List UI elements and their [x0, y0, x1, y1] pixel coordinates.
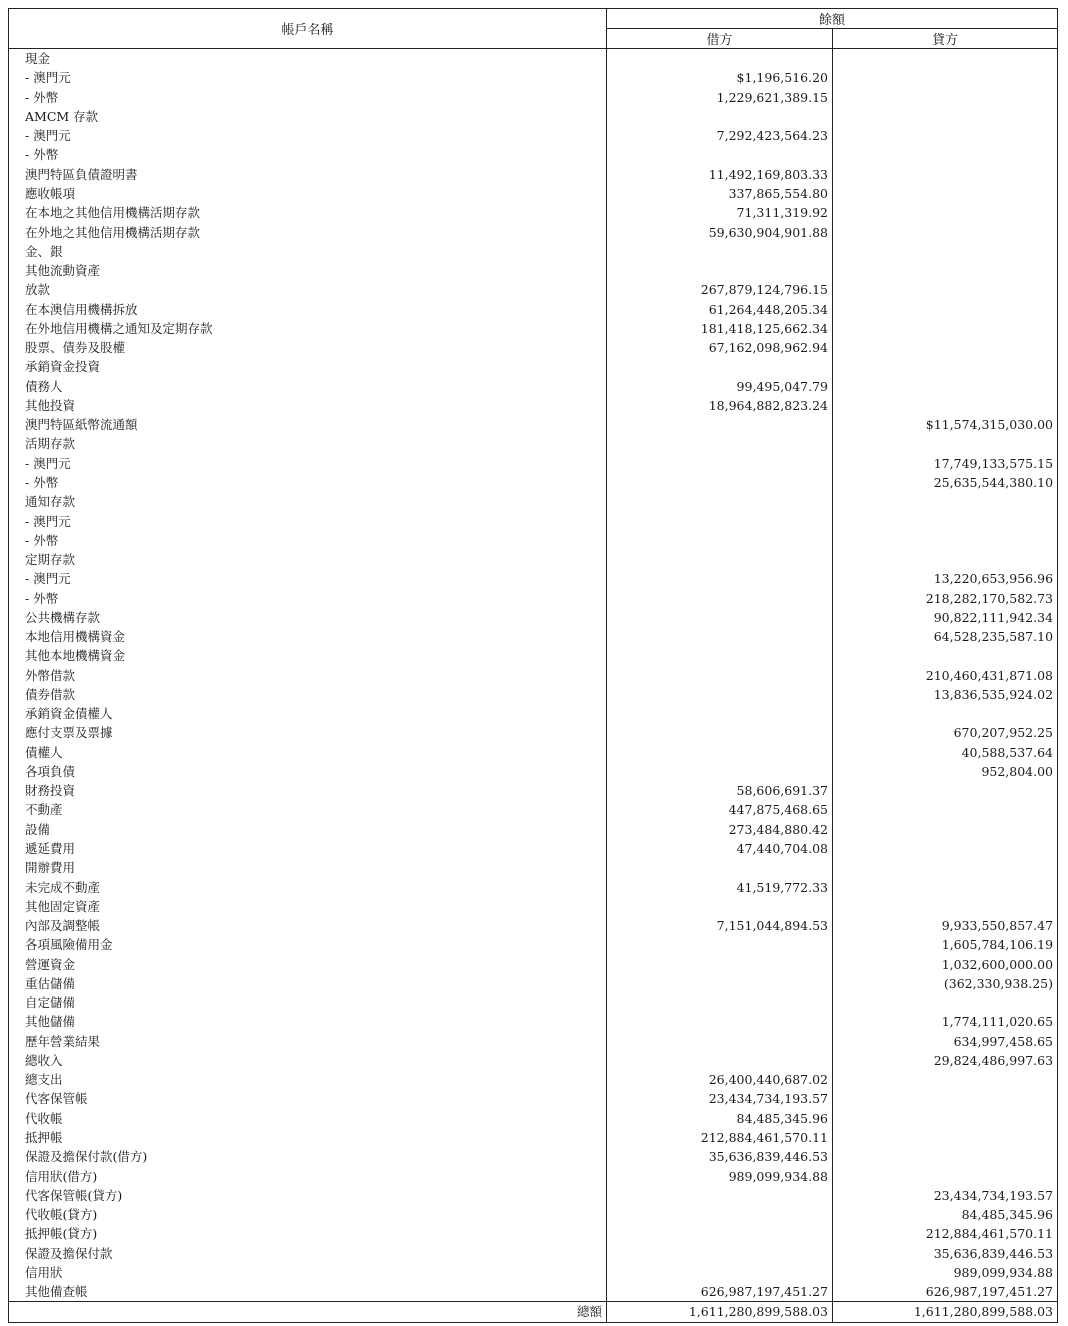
credit-cell	[833, 377, 1058, 396]
credit-cell	[833, 319, 1058, 338]
total-row	[9, 1302, 1058, 1323]
debit-cell	[607, 1205, 833, 1224]
credit-cell: 29,824,486,997.63	[833, 1051, 1058, 1070]
debit-cell	[607, 858, 833, 877]
debit-cell	[607, 954, 833, 973]
table-row	[9, 800, 1058, 819]
table-row	[9, 319, 1058, 338]
table-row	[9, 1263, 1058, 1282]
table-row	[9, 1224, 1058, 1243]
table-row	[9, 723, 1058, 742]
credit-cell: 23,434,734,193.57	[833, 1186, 1058, 1205]
account-name-cell: 財務投資	[9, 781, 607, 800]
table-row	[9, 954, 1058, 973]
account-name-cell: 應付支票及票據	[9, 723, 607, 742]
credit-cell: 90,822,111,942.34	[833, 608, 1058, 627]
table-row	[9, 1051, 1058, 1070]
credit-cell	[833, 1070, 1058, 1089]
table-row	[9, 1089, 1058, 1108]
table-row	[9, 608, 1058, 627]
account-name-cell: 歷年營業結果	[9, 1032, 607, 1051]
credit-cell: 13,220,653,956.96	[833, 569, 1058, 588]
table-row	[9, 1032, 1058, 1051]
credit-cell: 84,485,345.96	[833, 1205, 1058, 1224]
credit-header: 貸方	[833, 29, 1058, 49]
table-row	[9, 666, 1058, 685]
debit-cell: 273,484,880.42	[607, 820, 833, 839]
debit-cell	[607, 550, 833, 569]
debit-cell: 26,400,440,687.02	[607, 1070, 833, 1089]
credit-cell	[833, 242, 1058, 261]
credit-cell	[833, 704, 1058, 723]
credit-cell: 64,528,235,587.10	[833, 627, 1058, 646]
account-name-cell: - 澳門元	[9, 454, 607, 473]
table-row	[9, 299, 1058, 318]
account-name-cell: 自定儲備	[9, 993, 607, 1012]
table-row	[9, 145, 1058, 164]
debit-cell: 41,519,772.33	[607, 877, 833, 896]
debit-cell: 267,879,124,796.15	[607, 280, 833, 299]
table-row	[9, 1128, 1058, 1147]
total-credit: 1,611,280,899,588.03	[833, 1302, 1058, 1323]
credit-cell	[833, 280, 1058, 299]
debit-cell	[607, 588, 833, 607]
account-name-cell: - 外幣	[9, 473, 607, 492]
table-row	[9, 511, 1058, 530]
table-row	[9, 1012, 1058, 1031]
debit-cell: 47,440,704.08	[607, 839, 833, 858]
account-name-cell: 總收入	[9, 1051, 607, 1070]
credit-cell	[833, 897, 1058, 916]
debit-cell	[607, 511, 833, 530]
table-row	[9, 49, 1058, 69]
credit-cell	[833, 68, 1058, 87]
account-name-cell: - 澳門元	[9, 569, 607, 588]
account-name-cell: 代客保管帳	[9, 1089, 607, 1108]
account-name-cell: 總支出	[9, 1070, 607, 1089]
credit-cell	[833, 357, 1058, 376]
table-row	[9, 357, 1058, 376]
debit-cell	[607, 1263, 833, 1282]
account-name-cell: 在本地之其他信用機構活期存款	[9, 203, 607, 222]
account-name-cell: 抵押帳	[9, 1128, 607, 1147]
account-name-cell: 不動產	[9, 800, 607, 819]
debit-cell	[607, 1243, 833, 1262]
account-name-cell: 代收帳(貸方)	[9, 1205, 607, 1224]
credit-cell	[833, 511, 1058, 530]
account-name-cell: 通知存款	[9, 492, 607, 511]
account-name-cell: 承銷資金債權人	[9, 704, 607, 723]
account-name-cell: 信用狀	[9, 1263, 607, 1282]
table-row	[9, 531, 1058, 550]
account-name-cell: 未完成不動產	[9, 877, 607, 896]
credit-cell	[833, 434, 1058, 453]
debit-cell	[607, 762, 833, 781]
account-name-cell: 金、銀	[9, 242, 607, 261]
table-row	[9, 1070, 1058, 1089]
debit-cell	[607, 434, 833, 453]
credit-cell	[833, 203, 1058, 222]
table-row	[9, 473, 1058, 492]
account-name-cell: 內部及調整帳	[9, 916, 607, 935]
table-row	[9, 68, 1058, 87]
credit-cell	[833, 492, 1058, 511]
debit-cell: 99,495,047.79	[607, 377, 833, 396]
account-name-cell: 本地信用機構資金	[9, 627, 607, 646]
table-row	[9, 974, 1058, 993]
table-row	[9, 685, 1058, 704]
table-row	[9, 492, 1058, 511]
account-name-cell: 外幣借款	[9, 666, 607, 685]
credit-cell	[833, 550, 1058, 569]
table-row	[9, 839, 1058, 858]
table-row	[9, 107, 1058, 126]
account-name-cell: 承銷資金投資	[9, 357, 607, 376]
account-name-cell: 各項負債	[9, 762, 607, 781]
debit-cell	[607, 1032, 833, 1051]
account-name-cell: 遞延費用	[9, 839, 607, 858]
table-row	[9, 569, 1058, 588]
debit-cell: 626,987,197,451.27	[607, 1282, 833, 1302]
debit-cell: 71,311,319.92	[607, 203, 833, 222]
debit-cell	[607, 1012, 833, 1031]
credit-cell: 212,884,461,570.11	[833, 1224, 1058, 1243]
credit-cell	[833, 184, 1058, 203]
debit-cell	[607, 569, 833, 588]
account-name-cell: 其他固定資產	[9, 897, 607, 916]
debit-cell	[607, 935, 833, 954]
debit-cell	[607, 357, 833, 376]
debit-cell	[607, 685, 833, 704]
account-name-cell: 債券借款	[9, 685, 607, 704]
account-name-cell: 債權人	[9, 743, 607, 762]
debit-cell: 181,418,125,662.34	[607, 319, 833, 338]
table-row	[9, 203, 1058, 222]
debit-cell	[607, 1051, 833, 1070]
credit-cell: 35,636,839,446.53	[833, 1243, 1058, 1262]
account-name-header: 帳戶名稱	[9, 9, 607, 49]
credit-cell: 1,605,784,106.19	[833, 935, 1058, 954]
debit-cell	[607, 261, 833, 280]
credit-cell: 25,635,544,380.10	[833, 473, 1058, 492]
balance-header: 餘額	[607, 9, 1058, 29]
table-footer	[9, 1302, 1058, 1323]
account-name-cell: 代客保管帳(貸方)	[9, 1186, 607, 1205]
credit-cell	[833, 858, 1058, 877]
account-name-cell: 代收帳	[9, 1109, 607, 1128]
account-name-cell: 在本澳信用機構拆放	[9, 299, 607, 318]
account-name-cell: 在外地信用機構之通知及定期存款	[9, 319, 607, 338]
table-row	[9, 916, 1058, 935]
credit-cell: 1,774,111,020.65	[833, 1012, 1058, 1031]
debit-cell: 84,485,345.96	[607, 1109, 833, 1128]
table-row	[9, 377, 1058, 396]
credit-cell: 218,282,170,582.73	[833, 588, 1058, 607]
debit-cell	[607, 974, 833, 993]
debit-cell: 18,964,882,823.24	[607, 396, 833, 415]
credit-cell	[833, 800, 1058, 819]
account-name-cell: 保證及擔保付款(借方)	[9, 1147, 607, 1166]
debit-cell	[607, 723, 833, 742]
table-row	[9, 222, 1058, 241]
account-name-cell: 抵押帳(貸方)	[9, 1224, 607, 1243]
debit-cell: 58,606,691.37	[607, 781, 833, 800]
table-row	[9, 88, 1058, 107]
account-name-cell: 現金	[9, 49, 607, 69]
debit-cell: 212,884,461,570.11	[607, 1128, 833, 1147]
credit-cell	[833, 126, 1058, 145]
table-row	[9, 434, 1058, 453]
debit-cell: 59,630,904,901.88	[607, 222, 833, 241]
debit-cell	[607, 49, 833, 69]
account-name-cell: AMCM 存款	[9, 107, 607, 126]
account-name-cell: 活期存款	[9, 434, 607, 453]
account-name-cell: 放款	[9, 280, 607, 299]
credit-cell: $11,574,315,030.00	[833, 415, 1058, 434]
table-row	[9, 1166, 1058, 1185]
credit-cell	[833, 781, 1058, 800]
credit-cell	[833, 877, 1058, 896]
table-header	[9, 9, 1058, 49]
table-row	[9, 126, 1058, 145]
table-row	[9, 627, 1058, 646]
credit-cell: 13,836,535,924.02	[833, 685, 1058, 704]
credit-cell: 952,804.00	[833, 762, 1058, 781]
account-name-cell: - 外幣	[9, 88, 607, 107]
account-name-cell: 在外地之其他信用機構活期存款	[9, 222, 607, 241]
table-row	[9, 550, 1058, 569]
debit-cell: $1,196,516.20	[607, 68, 833, 87]
credit-cell: 989,099,934.88	[833, 1263, 1058, 1282]
table-row	[9, 184, 1058, 203]
credit-cell: 9,933,550,857.47	[833, 916, 1058, 935]
account-name-cell: 定期存款	[9, 550, 607, 569]
table-row	[9, 820, 1058, 839]
debit-cell: 67,162,098,962.94	[607, 338, 833, 357]
credit-cell	[833, 820, 1058, 839]
credit-cell	[833, 839, 1058, 858]
credit-cell: 17,749,133,575.15	[833, 454, 1058, 473]
table-row	[9, 781, 1058, 800]
account-name-cell: 各項風險備用金	[9, 935, 607, 954]
credit-cell	[833, 1166, 1058, 1185]
table-row	[9, 877, 1058, 896]
account-name-cell: 保證及擔保付款	[9, 1243, 607, 1262]
debit-cell: 61,264,448,205.34	[607, 299, 833, 318]
credit-cell	[833, 88, 1058, 107]
account-name-cell: 其他備查帳	[9, 1282, 607, 1302]
table-row	[9, 646, 1058, 665]
table-row	[9, 338, 1058, 357]
credit-cell: 634,997,458.65	[833, 1032, 1058, 1051]
table-row	[9, 858, 1058, 877]
account-name-cell: 其他儲備	[9, 1012, 607, 1031]
table-row	[9, 1205, 1058, 1224]
account-name-cell: 營運資金	[9, 954, 607, 973]
account-name-cell: 公共機構存款	[9, 608, 607, 627]
credit-cell	[833, 49, 1058, 69]
debit-cell	[607, 993, 833, 1012]
account-name-cell: - 外幣	[9, 531, 607, 550]
table-row	[9, 1282, 1058, 1302]
table-row	[9, 1186, 1058, 1205]
account-name-cell: 其他本地機構資金	[9, 646, 607, 665]
account-name-cell: 其他投資	[9, 396, 607, 415]
account-name-cell: 重估儲備	[9, 974, 607, 993]
account-name-cell: 設備	[9, 820, 607, 839]
table-row	[9, 762, 1058, 781]
table-row	[9, 1147, 1058, 1166]
debit-cell: 7,292,423,564.23	[607, 126, 833, 145]
credit-cell	[833, 1089, 1058, 1108]
debit-cell: 1,229,621,389.15	[607, 88, 833, 107]
debit-cell: 989,099,934.88	[607, 1166, 833, 1185]
table-row	[9, 280, 1058, 299]
account-name-cell: 債務人	[9, 377, 607, 396]
debit-cell	[607, 1224, 833, 1243]
debit-cell: 337,865,554.80	[607, 184, 833, 203]
table-row	[9, 1109, 1058, 1128]
debit-cell	[607, 454, 833, 473]
credit-cell	[833, 222, 1058, 241]
credit-cell	[833, 299, 1058, 318]
table-row	[9, 935, 1058, 954]
credit-cell	[833, 165, 1058, 184]
table-row	[9, 165, 1058, 184]
table-row	[9, 415, 1058, 434]
credit-cell	[833, 993, 1058, 1012]
account-name-cell: 信用狀(借方)	[9, 1166, 607, 1185]
debit-cell	[607, 1186, 833, 1205]
credit-cell	[833, 531, 1058, 550]
debit-cell: 7,151,044,894.53	[607, 916, 833, 935]
trial-balance-sheet	[8, 8, 1057, 1318]
credit-cell	[833, 338, 1058, 357]
table-row	[9, 588, 1058, 607]
debit-cell: 11,492,169,803.33	[607, 165, 833, 184]
debit-cell	[607, 107, 833, 126]
credit-cell	[833, 107, 1058, 126]
debit-header: 借方	[607, 29, 833, 49]
table-body	[9, 49, 1058, 1302]
debit-cell	[607, 242, 833, 261]
debit-cell: 23,434,734,193.57	[607, 1089, 833, 1108]
debit-cell	[607, 646, 833, 665]
debit-cell	[607, 145, 833, 164]
account-name-cell: - 澳門元	[9, 126, 607, 145]
credit-cell	[833, 1109, 1058, 1128]
account-name-cell: - 澳門元	[9, 511, 607, 530]
account-name-cell: 澳門特區紙幣流通額	[9, 415, 607, 434]
table-row	[9, 1243, 1058, 1262]
debit-cell	[607, 492, 833, 511]
account-name-cell: 開辦費用	[9, 858, 607, 877]
debit-cell: 35,636,839,446.53	[607, 1147, 833, 1166]
table-row	[9, 897, 1058, 916]
debit-cell	[607, 531, 833, 550]
table-row	[9, 396, 1058, 415]
table-row	[9, 242, 1058, 261]
debit-cell	[607, 473, 833, 492]
credit-cell	[833, 646, 1058, 665]
total-label: 總額	[9, 1302, 607, 1323]
credit-cell: 210,460,431,871.08	[833, 666, 1058, 685]
credit-cell: (362,330,938.25)	[833, 974, 1058, 993]
credit-cell: 670,207,952.25	[833, 723, 1058, 742]
table-row	[9, 704, 1058, 723]
table-row	[9, 454, 1058, 473]
debit-cell: 447,875,468.65	[607, 800, 833, 819]
total-debit: 1,611,280,899,588.03	[607, 1302, 833, 1323]
credit-cell	[833, 261, 1058, 280]
debit-cell	[607, 897, 833, 916]
trial-balance-table	[8, 8, 1058, 1323]
debit-cell	[607, 704, 833, 723]
table-row	[9, 261, 1058, 280]
credit-cell: 40,588,537.64	[833, 743, 1058, 762]
table-row	[9, 743, 1058, 762]
debit-cell	[607, 415, 833, 434]
account-name-cell: 應收帳項	[9, 184, 607, 203]
debit-cell	[607, 743, 833, 762]
account-name-cell: 澳門特區負債證明書	[9, 165, 607, 184]
credit-cell	[833, 1147, 1058, 1166]
debit-cell	[607, 666, 833, 685]
debit-cell	[607, 627, 833, 646]
debit-cell	[607, 608, 833, 627]
credit-cell: 626,987,197,451.27	[833, 1282, 1058, 1302]
credit-cell	[833, 1128, 1058, 1147]
credit-cell	[833, 396, 1058, 415]
account-name-cell: - 澳門元	[9, 68, 607, 87]
account-name-cell: - 外幣	[9, 145, 607, 164]
table-row	[9, 993, 1058, 1012]
credit-cell	[833, 145, 1058, 164]
credit-cell: 1,032,600,000.00	[833, 954, 1058, 973]
account-name-cell: 股票、債券及股權	[9, 338, 607, 357]
account-name-cell: 其他流動資產	[9, 261, 607, 280]
account-name-cell: - 外幣	[9, 588, 607, 607]
